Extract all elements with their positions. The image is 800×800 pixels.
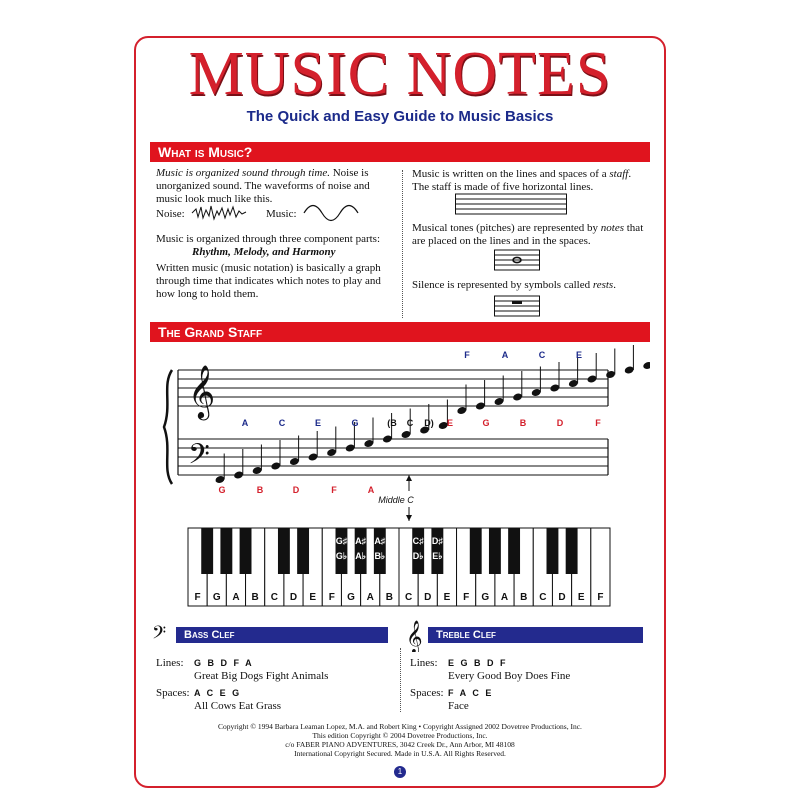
black-key-label-sharp: D♯ [431, 536, 443, 546]
staff-line1-end: . [628, 168, 632, 180]
svg-text:𝄞: 𝄞 [406, 621, 423, 652]
treble-spaces-mnemonic: Face [448, 700, 469, 712]
black-key-label-flat: B♭ [374, 551, 386, 561]
svg-text:𝄢: 𝄢 [152, 622, 167, 647]
copyright-line4: International Copyright Secured. Made in U.S.A. All Rights Reserved. [294, 749, 506, 758]
black-key-label-sharp: G♯ [335, 536, 348, 546]
copyright-footer [134, 722, 666, 758]
white-key-label: F [194, 592, 201, 603]
bass-clef-small-icon [152, 622, 176, 648]
components-paragraph [156, 233, 406, 259]
black-key [508, 528, 520, 574]
notation-paragraph [156, 262, 406, 301]
treble-spaces-label: Spaces: [410, 687, 444, 699]
treble-line-label: E [446, 418, 454, 428]
middle-c-region-label: (B [387, 418, 397, 428]
piano-keyboard [188, 528, 610, 606]
bass-space-label: E [314, 418, 322, 428]
treble-space-label: F [464, 350, 470, 360]
white-key-label: F [597, 592, 604, 603]
black-key [240, 528, 252, 574]
bass-spaces-mnemonic: All Cows Eat Grass [194, 700, 282, 712]
staff-word: staff [609, 168, 629, 180]
rest-paragraph [412, 279, 662, 292]
treble-space-label: A [501, 350, 509, 360]
notation-line2: through time that indicates which notes to play and [156, 275, 381, 287]
white-key-label: B [251, 592, 259, 603]
bass-line-label: G [218, 485, 226, 495]
black-key [489, 528, 501, 574]
treble-line-label: D [556, 418, 564, 428]
black-key [470, 528, 482, 574]
white-key-label: F [328, 592, 335, 603]
intro-paragraph [156, 167, 396, 206]
black-key [566, 528, 578, 574]
intro-line3: music look much like this. [156, 193, 273, 205]
treble-staff [178, 370, 608, 406]
pitch-line1: Musical tones (pitches) are represented by [412, 222, 601, 234]
staff-line1: Music is written on the lines and spaces of a [412, 168, 610, 180]
copyright-line2: This edition Copyright © 2004 Dovetree Productions, Inc. [312, 731, 488, 740]
bass-line-label: A [367, 485, 375, 495]
white-key-label: E [443, 592, 451, 603]
clef-column-divider [400, 648, 401, 712]
bass-line-label: B [256, 485, 264, 495]
column-divider [402, 170, 403, 318]
white-key-label: A [366, 592, 374, 603]
treble-clef-small-icon [406, 618, 426, 652]
white-key-label: A [500, 592, 509, 603]
black-key [201, 528, 213, 574]
black-key-label-flat: E♭ [432, 551, 443, 561]
white-key-label: E [309, 592, 317, 603]
white-key-label: D [424, 592, 432, 603]
rest-on-staff-icon [494, 295, 540, 317]
pitch-line1-end: that [624, 222, 644, 234]
black-key [297, 528, 309, 574]
white-key-label: A [232, 592, 240, 603]
noise-waveform-icon [190, 203, 250, 223]
rest-line-end: . [613, 279, 616, 291]
brace-icon [164, 370, 172, 484]
intro-line2: unorganized sound. The waveforms of noise and [156, 180, 370, 192]
note-labels [218, 350, 601, 495]
white-key-label: B [385, 592, 394, 603]
intro-rest: Noise is [329, 167, 369, 179]
bass-lines-mnemonic: Great Big Dogs Fight Animals [194, 670, 329, 682]
notation-line1: Written music (music notation) is basically a graph [156, 262, 381, 274]
black-key-label-flat: D♭ [412, 551, 424, 561]
staff-illustration [455, 193, 567, 215]
staff-paragraph [412, 168, 652, 194]
white-key-label: C [539, 592, 547, 603]
page-title: MUSIC NOTES [188, 40, 612, 108]
white-key-label: C [270, 592, 278, 603]
white-key-label: C [404, 592, 413, 603]
black-key [220, 528, 232, 574]
note-on-staff-icon [494, 249, 540, 271]
treble-spaces-notes: F A C E [448, 688, 494, 698]
treble-space-label: C [538, 350, 546, 360]
white-key-label: B [520, 592, 528, 603]
noise-label: Noise: [156, 208, 185, 220]
treble-line-label: G [482, 418, 490, 428]
notes-word: notes [600, 222, 624, 234]
white-key-label: F [463, 592, 470, 603]
components-line1: Music is organized through three component parts: [156, 233, 381, 245]
treble-space-label: E [575, 350, 583, 360]
middle-c-region-label: D) [424, 418, 434, 428]
treble-clef-icon: 𝄞 [188, 365, 216, 417]
bass-line-label: F [331, 485, 337, 495]
components-list: Rhythm, Melody, and Harmony [192, 246, 336, 258]
black-key-label-sharp: A♯ [355, 536, 367, 546]
bass-lines-notes: G B D F A [194, 658, 254, 668]
treble-line-label: F [595, 418, 601, 428]
page-subtitle: The Quick and Easy Guide to Music Basics [246, 108, 554, 125]
bass-clef-heading: Bass Clef [176, 627, 388, 643]
bass-spaces-notes: A C E G [194, 688, 242, 698]
middle-c-region-label: C [406, 418, 414, 428]
pitch-paragraph [412, 222, 662, 248]
note-group [215, 345, 650, 484]
notation-line3: how long to hold them. [156, 288, 259, 300]
white-key-label: G [481, 592, 490, 603]
black-key-label-sharp: C♯ [412, 536, 424, 546]
rest-line: Silence is represented by symbols called [412, 279, 593, 291]
black-key-label-sharp: A♯ [374, 536, 386, 546]
white-key-label: G [212, 592, 221, 603]
bass-clef-icon: 𝄢 [188, 439, 210, 477]
treble-lines-notes: E G B D F [448, 658, 508, 668]
white-key-label: D [558, 592, 566, 603]
copyright-line1: Copyright © 1994 Barbara Leaman Lopez, M.A. and Robert King • Copyright Assigned 2002 Dovetree Productions, Inc. [218, 722, 582, 731]
copyright-line3: c/o FABER PIANO ADVENTURES, 3042 Creek Dr., Ann Arbor, MI 48108 [285, 740, 515, 749]
music-label: Music: [266, 208, 297, 220]
bass-space-label: G [351, 418, 359, 428]
grand-staff-diagram [150, 345, 650, 615]
intro-italic: Music is organized sound through time. [156, 167, 330, 179]
white-key-label: D [289, 592, 298, 603]
treble-clef-heading: Treble Clef [428, 627, 643, 643]
middle-c-label: Middle C [378, 495, 414, 505]
middle-c-arrowhead-up [406, 475, 412, 481]
middle-c-arrowhead-down [406, 515, 412, 521]
black-key-label-flat: A♭ [355, 551, 367, 561]
bass-space-label: C [278, 418, 286, 428]
page-number-badge: 1 [394, 766, 406, 778]
staff-line2: The staff is made of five horizontal lines. [412, 181, 594, 193]
section-heading-what-is-music: What is Music? [150, 142, 650, 162]
treble-lines-mnemonic: Every Good Boy Does Fine [448, 670, 571, 682]
music-waveform-icon [302, 203, 364, 223]
bass-space-label: A [241, 418, 249, 428]
pitch-line2: are placed on the lines and in the spaces. [412, 235, 591, 247]
white-key-label: E [577, 592, 585, 603]
bass-spaces-label: Spaces: [156, 687, 190, 699]
treble-line-label: B [519, 418, 527, 428]
section-heading-grand-staff: The Grand Staff [150, 322, 650, 342]
treble-lines-label: Lines: [410, 657, 438, 669]
black-key-label-flat: G♭ [335, 551, 348, 561]
black-key [278, 528, 290, 574]
black-key [547, 528, 559, 574]
bass-line-label: D [292, 485, 300, 495]
bass-lines-label: Lines: [156, 657, 184, 669]
white-key-label: G [347, 592, 355, 603]
rests-word: rests [592, 279, 614, 291]
note-head [642, 361, 650, 370]
